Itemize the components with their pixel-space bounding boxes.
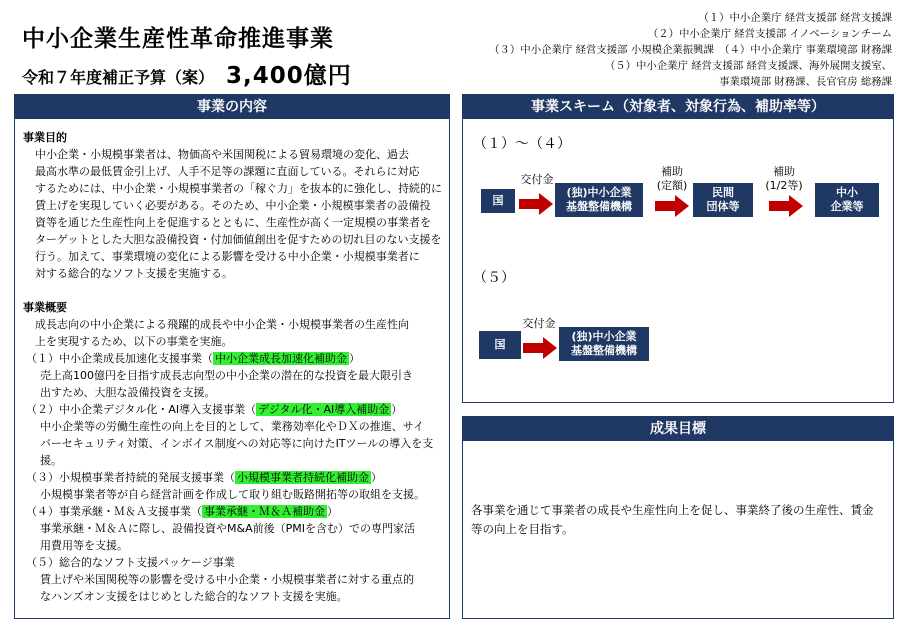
project-title: （４）事業承継・Ｍ＆Ａ支援事業（ 事業承継・Ｍ＆Ａ補助金 ） [26, 505, 338, 518]
project-desc-line: 事業承継・Ｍ＆Ａに際し、設備投資やM&A前後（PMIを含む）での専門家活 [40, 522, 415, 535]
department-line: （１）中小企業庁 経営支援部 経営支援課 [698, 12, 892, 24]
subsidy-tag: デジタル化・AI導入補助金 [258, 403, 390, 416]
grant-label: 交付金 [520, 173, 554, 186]
goal-line: 等の向上を目指す。 [471, 522, 574, 536]
flow-2-label: （５） [473, 270, 515, 286]
country-box: 国 [479, 331, 521, 359]
overview-heading: 事業概要 [23, 301, 67, 314]
department-line: 事業環境部 財務課、長官官房 総務課 [719, 76, 892, 88]
project-title: （１）中小企業成長加速化支援事業（ 中小企業成長加速化補助金 ） [26, 352, 360, 365]
budget-amount: 3,400億円 [226, 63, 352, 89]
responsible-departments [489, 10, 892, 90]
flow-1-label: （１）～（４） [473, 136, 571, 152]
project-item-4 [23, 503, 445, 554]
goal-panel [462, 416, 894, 619]
content-panel-heading: 事業の内容 [15, 95, 449, 119]
budget-label: 令和７年度補正予算（案） [22, 68, 215, 87]
purpose-line: 対する総合的なソフト支援を実施する。 [35, 267, 233, 280]
purpose-line: 行う。加えて、事業環境の変化による影響を受ける中小企業・小規模事業者に [35, 250, 420, 263]
project-item-3 [23, 469, 445, 503]
overview-line: 上を実現するため、以下の事業を実施。 [35, 335, 233, 348]
goal-text [471, 501, 887, 539]
project-desc-line: 用費用等を支援。 [40, 539, 128, 552]
project-title: （３）小規模事業者持続的発展支援事業（ 小規模事業者持続化補助金 ） [26, 471, 382, 484]
project-desc-line: 賃上げや米国関税等の影響を受ける中小企業・小規模事業者に対する重点的 [40, 573, 414, 586]
arrow-right-icon [523, 337, 557, 359]
subsidy-half-label: 補助 (1/2等) [765, 165, 803, 192]
project-desc-line: 小規模事業者等が自ら経営計画を作成して取り組む販路開拓等の取組を支援。 [40, 488, 425, 501]
subsidy-fixed-label: 補助 (定額) [656, 165, 688, 192]
arrow-right-icon [769, 195, 803, 217]
project-desc-line: バーセキュリティ対策、インボイス制度への対応等に向けたITツールの導入を支援。 [40, 437, 434, 467]
grant-label: 交付金 [522, 317, 556, 330]
goal-line: 各事業を通じて事業者の成長や生産性向上を促し、事業終了後の生産性、賃金 [471, 503, 874, 517]
project-desc-line: 出すため、大胆な設備投資を支援。 [40, 386, 216, 399]
purpose-line: ターゲットとした大胆な設備投資・付加価値創出を促すための切れ目のない支援を [35, 233, 442, 246]
purpose-line: するためには、中小企業・小規模事業者の「稼ぐ力」を抜本的に強化し、持続的に [35, 182, 442, 195]
subsidy-tag: 小規模事業者持続化補助金 [237, 471, 369, 484]
purpose-text [23, 146, 445, 282]
overview-line: 成長志向の中小企業による飛躍的成長や中小企業・小規模事業者の生産性向 [35, 318, 409, 331]
project-desc-line: 中小企業等の労働生産性の向上を目的として、業務効率化やＤＸの推進、サイ [40, 420, 425, 433]
overview-text [23, 316, 445, 350]
purpose-line: 賃上げを実現していく必要がある。そのため、中小企業・小規模事業者の設備投 [35, 199, 431, 212]
subsidy-tag: 中小企業成長加速化補助金 [215, 352, 347, 365]
sme-box: 中小 企業等 [815, 183, 879, 217]
project-item-5 [23, 554, 445, 605]
project-desc-line: 売上高100億円を目指す成長志向型の中小企業の潜在的な投資を最大限引き [40, 369, 413, 382]
purpose-line: 最高水準の最低賃金引上げ、人手不足等の課題に直面している。それらに対応 [35, 165, 420, 178]
project-desc-line: なハンズオン支援をはじめとした総合的なソフト支援を実施。 [40, 590, 348, 603]
purpose-line: 資等を通じた生産性向上を促進するとともに、生産性が高く一定規模の事業者を [35, 216, 431, 229]
department-line: （５）中小企業庁 経営支援部 経営支援課、海外展開支援室、 [604, 60, 892, 72]
purpose-line: 中小企業・小規模事業者は、物価高や米国関税による貿易環境の変化、過去 [35, 148, 409, 161]
content-body [23, 129, 445, 605]
smrj-box: (独)中小企業 基盤整備機構 [555, 183, 643, 217]
department-line: （２）中小企業庁 経営支援部 イノベーションチーム [647, 28, 892, 40]
subsidy-tag: 事業承継・Ｍ＆Ａ補助金 [204, 505, 325, 518]
department-line: （３）中小企業庁 経営支援部 小規模企業振興課 （４）中小企業庁 事業環境部 財務課 [489, 44, 892, 56]
page-title: 中小企業生産性革命推進事業 [22, 26, 334, 52]
smrj-box: (独)中小企業 基盤整備機構 [559, 327, 649, 361]
project-item-1 [23, 350, 445, 401]
project-title: （２）中小企業デジタル化・AI導入支援事業（ デジタル化・AI導入補助金 ） [26, 403, 403, 416]
scheme-panel [462, 94, 894, 403]
country-box: 国 [481, 189, 515, 213]
budget-line [22, 57, 352, 90]
arrow-right-icon [655, 195, 689, 217]
content-panel [14, 94, 450, 619]
private-org-box: 民間 団体等 [693, 183, 753, 217]
arrow-right-icon [519, 193, 553, 215]
project-title: （５）総合的なソフト支援パッケージ事業 [26, 556, 235, 569]
purpose-heading: 事業目的 [23, 131, 67, 144]
scheme-panel-heading: 事業スキーム（対象者、対象行為、補助率等） [463, 95, 893, 119]
goal-panel-heading: 成果目標 [463, 417, 893, 441]
project-item-2 [23, 401, 445, 469]
